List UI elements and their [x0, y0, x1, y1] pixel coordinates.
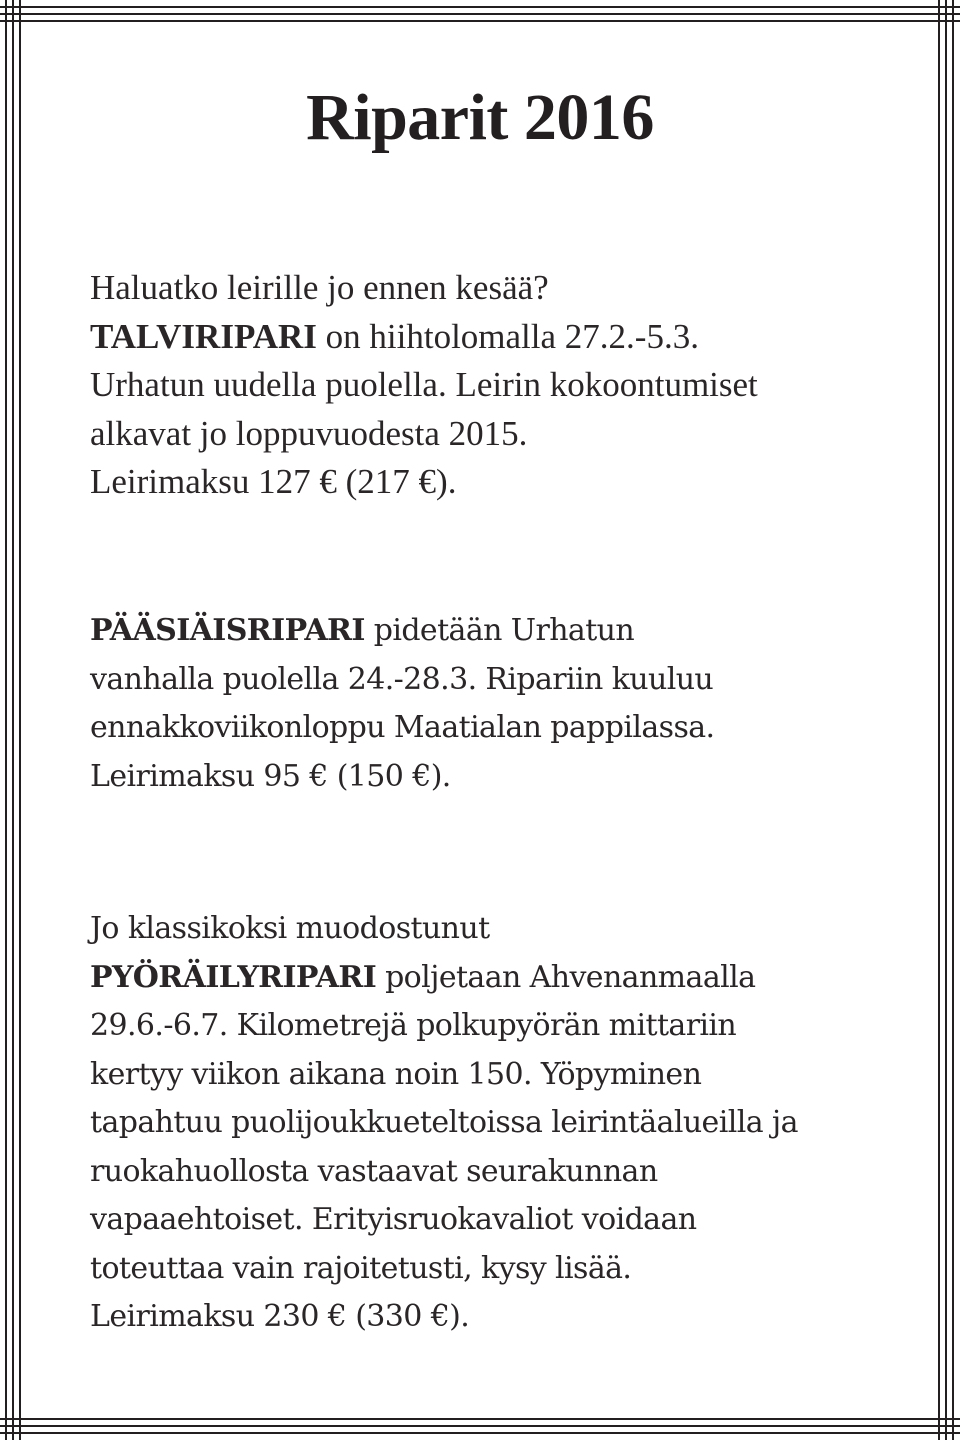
pyoraily-fee: Leirimaksu 230 € (330 €).	[90, 1299, 470, 1334]
pyoraily-line-4: kertyy viikon aikana noin 150. Yöpyminen	[90, 1056, 702, 1092]
talvi-line-1: Haluatko leirille jo ennen kesää?	[90, 268, 549, 307]
pyoraily-line-7: vapaaehtoiset. Erityisruokavaliot voidaan	[90, 1202, 697, 1237]
talviripari-name: TALVIRIPARI	[90, 316, 317, 356]
page-title: Riparit 2016	[306, 81, 654, 154]
paasiais-line-3: ennakkoviikonloppu Maatialan pappilassa.	[90, 710, 715, 745]
pyoraily-line-8: toteuttaa vain rajoitetusti, kysy lisää.	[90, 1250, 632, 1286]
pyoraily-line-3: 29.6.-6.7. Kilometrejä polkupyörän mittariin	[90, 1008, 737, 1043]
pyoraily-line-1: Jo klassikoksi muodostunut	[90, 911, 490, 946]
pyoraily-line-6: ruokahuollosta vastaavat seurakunnan	[90, 1153, 658, 1189]
pyoraily-line-5: tapahtuu puolijoukkueteltoissa leirintäalueilla ja	[90, 1105, 798, 1140]
talvi-line-2-text: on hiihtolomalla 27.2.-5.3.	[325, 316, 699, 356]
talvi-line-2	[90, 313, 890, 362]
paasiais-line-1-text: pidetään Urhatun	[373, 613, 635, 648]
paasiais-line-1	[90, 607, 890, 656]
pyorailyripari-name: PYÖRÄILYRIPARI	[90, 959, 377, 995]
pyoraily-line-2	[90, 954, 890, 1003]
pyorailyripari-section	[90, 905, 890, 1342]
paasiais-line-2: vanhalla puolella 24.-28.3. Ripariin kuuluu	[90, 661, 714, 697]
paasiaisripari-section	[90, 607, 890, 801]
paasiais-fee: Leirimaksu 95 € (150 €).	[90, 758, 451, 794]
talvi-line-4: alkavat jo loppuvuodesta 2015.	[90, 413, 528, 453]
talvi-fee: Leirimaksu 127 € (217 €).	[90, 462, 457, 501]
talvi-line-3: Urhatun uudella puolella. Leirin kokoontumiset	[90, 365, 758, 404]
paasiaisripari-name: PÄÄSIÄISRIPARI	[90, 613, 365, 648]
pyoraily-line-2-text: poljetaan Ahvenanmaalla	[385, 959, 756, 995]
talviripari-section	[90, 264, 890, 507]
